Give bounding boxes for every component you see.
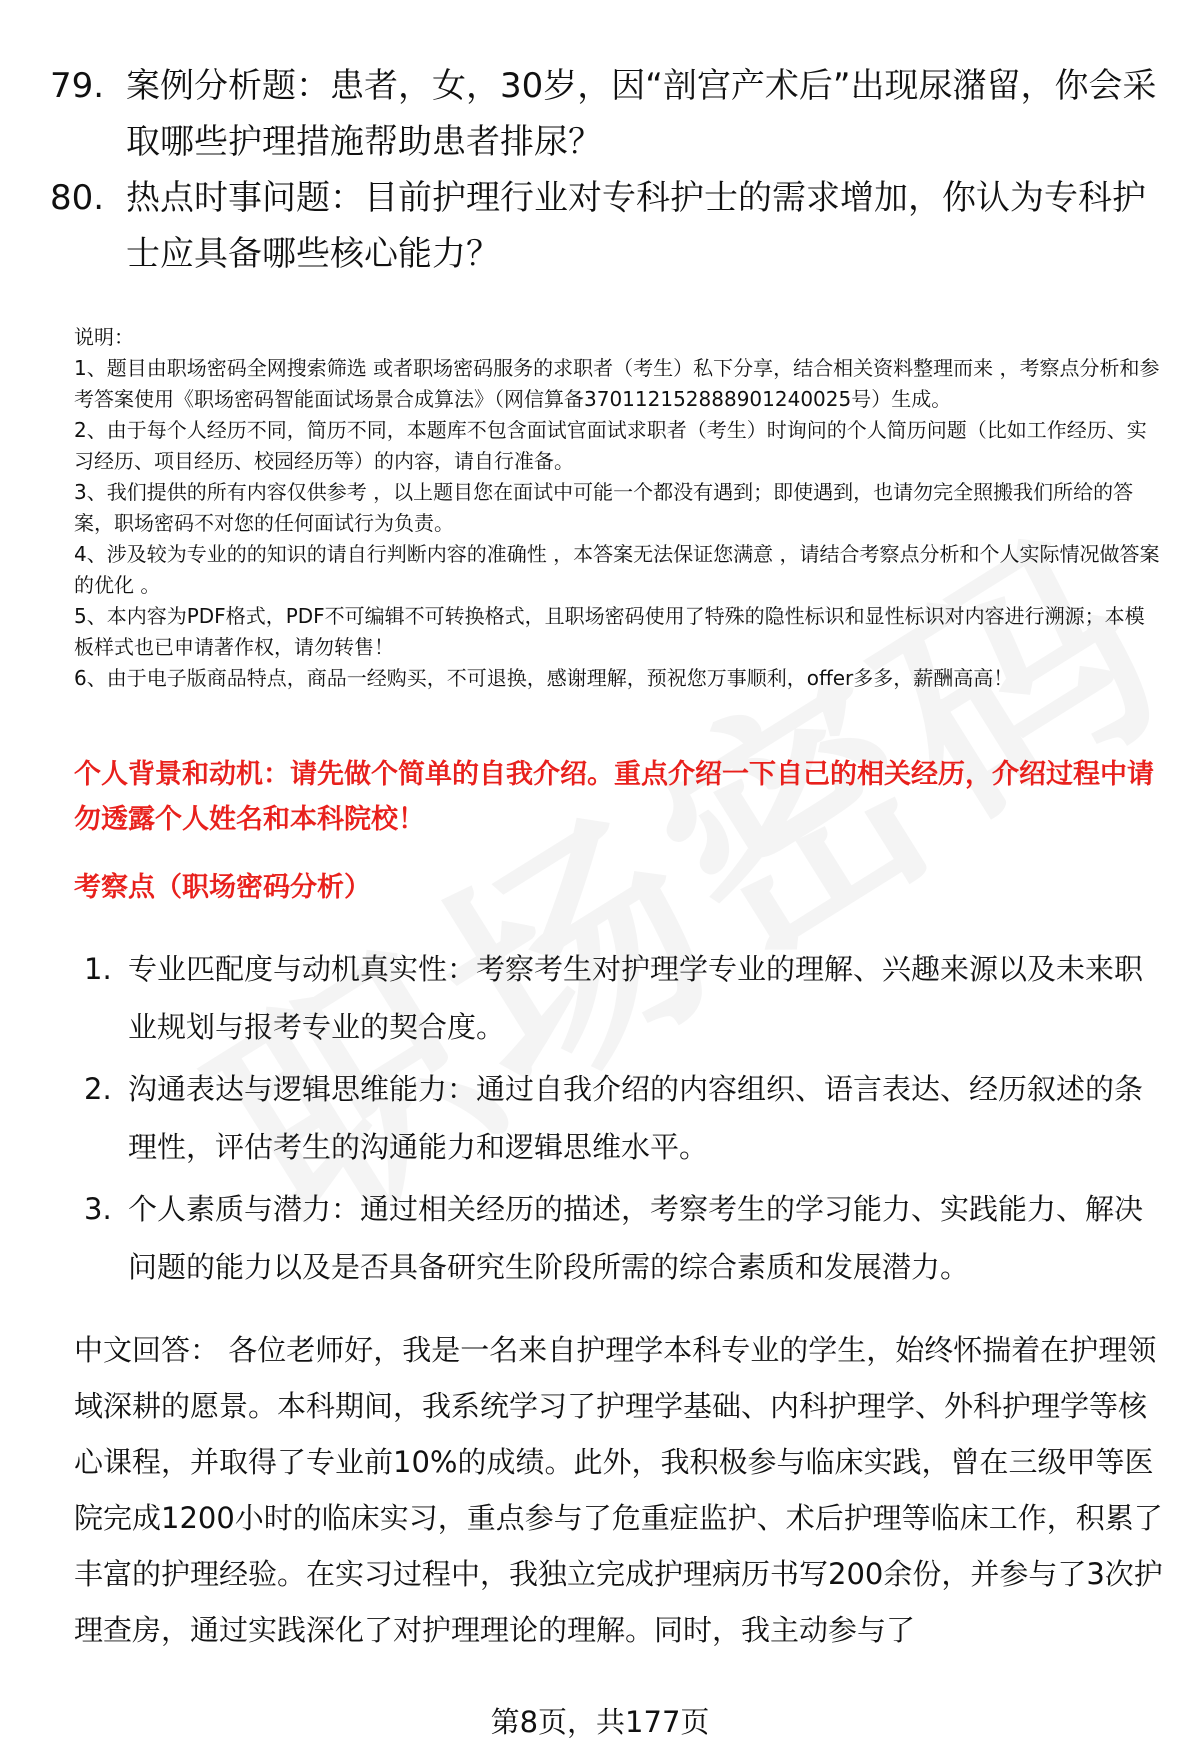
- page-footer: 第8页，共177页: [490, 1705, 710, 1739]
- background-question: 个人背景和动机：请先做个简单的自我介绍。重点介绍一下自己的相关经历，介绍过程中请勿透露个人姓名和本科院校！: [74, 759, 1154, 835]
- question-80: [50, 170, 1160, 282]
- analysis-point: [84, 1060, 1160, 1176]
- note-item: 4、涉及较为专业的的知识的请自行判断内容的准确性 ，本答案无法保证您满意 ，请结合考察点分析和个人实际情况做答案的优化 。: [74, 542, 1160, 597]
- point-text: 专业匹配度与动机真实性：考察考生对护理学专业的理解、兴趣来源以及未来职业规划与报考专业的契合度。: [128, 952, 1144, 1044]
- point-number: 3.: [84, 1192, 112, 1226]
- note-item: 2、由于每个人经历不同，简历不同，本题库不包含面试官面试求职者（考生）时询问的个人简历问题（比如工作经历、实习经历、项目经历、校园经历等）的内容，请自行准备。: [74, 418, 1147, 473]
- question-number: 80.: [50, 178, 105, 218]
- analysis-points: [84, 940, 1160, 1300]
- question-text: 热点时事问题：目前护理行业对专科护士的需求增加，你认为专科护士应具备哪些核心能力？: [126, 178, 1146, 274]
- question-79: [50, 58, 1160, 170]
- question-number: 79.: [50, 66, 105, 106]
- note-item: 1、题目由职场密码全网搜索筛选 或者职场密码服务的求职者（考生）私下分享，结合相关资料整理而来 ，考察点分析和参考答案使用《职场密码智能面试场景合成算法》（网信算备370112152888901240025号）生成。: [74, 356, 1160, 411]
- note-item: 3、我们提供的所有内容仅供参考 ，以上题目您在面试中可能一个都没有遇到；即使遇到，也请勿完全照搬我们所给的答案，职场密码不对您的任何面试行为负责。: [74, 480, 1134, 535]
- note-item: 6、由于电子版商品特点，商品一经购买，不可退换，感谢理解，预祝您万事顺利，offer多多，薪酬高高！: [74, 666, 1014, 690]
- answer-paragraph: 中文回答： 各位老师好，我是一名来自护理学本科专业的学生，始终怀揣着在护理领域深耕的愿景。本科期间，我系统学习了护理学基础、内科护理学、外科护理学等核心课程，并取得了专业前10%的成绩。此外，我积极参与临床实践，曾在三级甲等医院完成1200小时的临床实习，重点参与了危重症监护、术后护理等临床工作，积累了丰富的护理经验。在实习过程中，我独立完成护理病历书写200余份，并参与了3次护理查房，通过实践深化了对护理理论的理解。同时，我主动参与了: [74, 1333, 1163, 1647]
- notes-section: [74, 322, 1160, 694]
- analysis-point: [84, 1180, 1160, 1296]
- analysis-point: [84, 940, 1160, 1056]
- point-text: 沟通表达与逻辑思维能力：通过自我介绍的内容组织、语言表达、经历叙述的条理性，评估考生的沟通能力和逻辑思维水平。: [128, 1072, 1144, 1164]
- notes-heading: 说明：: [74, 325, 134, 349]
- question-text: 案例分析题：患者，女，30岁，因“剖宫产术后”出现尿潴留，你会采取哪些护理措施帮助患者排尿？: [126, 66, 1157, 162]
- point-number: 2.: [84, 1072, 112, 1106]
- note-item: 5、本内容为PDF格式，PDF不可编辑不可转换格式，且职场密码使用了特殊的隐性标识和显性标识对内容进行溯源；本模板样式也已申请著作权，请勿转售！: [74, 604, 1145, 659]
- point-number: 1.: [84, 952, 112, 986]
- point-text: 个人素质与潜力：通过相关经历的描述，考察考生的学习能力、实践能力、解决问题的能力以及是否具备研究生阶段所需的综合素质和发展潜力。: [128, 1192, 1144, 1284]
- analysis-title: 考察点（职场密码分析）: [74, 872, 371, 903]
